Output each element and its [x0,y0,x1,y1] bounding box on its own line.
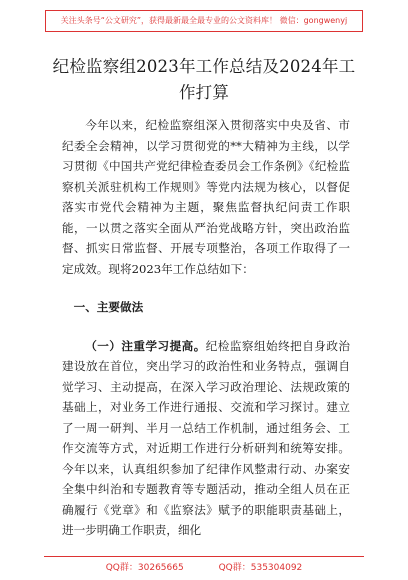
top-banner: 关注头条号“公文研究”，获得最新最全最专业的公文资料库！ 微信：gongwenyj [45,10,363,32]
footer [0,560,408,573]
footer-divider [44,556,364,557]
paragraph-1-lead: （一）注重学习提高。 [85,338,206,353]
section-heading: 一、主要做法 [73,300,144,314]
intro-paragraph: 今年以来，纪检监察组深入贯彻落实中央及省、市纪委全会精神，以学习贯彻党的**大精神为主线，以学习贯彻《中国共产党纪律检查委员会工作条例》《纪检监察机关派驻机构工作规则》等党内法规为核心，以督促落实市党代会精神为主题，聚焦监督执纪问责工作职能，一以贯之落实全面从严治党战略方针，突出政治监督、抓实日常监督、开展专项整治，各项工作取得了一定成效。现将2023年工作总结如下： [62,118,350,276]
footer-qq-group-1: QQ群：30265665 [105,563,184,573]
document-body [62,115,350,541]
document-title: 纪检监察组2023年工作总结及2024年工作打算 [52,57,356,102]
paragraph-1-body: 纪检监察组始终把自身政治建设放在首位，突出学习的政治性和业务特点，强调自觉学习、主动提高，在深入学习政治理论、法规政策的基础上，对业务工作进行通报、交流和学习探讨。建立了一周一研判、半月一总结工作机制，通过组务会、工作交流等方式，对近期工作进行分析研判和统筹安排。今年以来，认真组织参加了纪律作风整肃行动、办案安全集中纠治和专题教育等专题活动，推动全组人员在正确履行《党章》和《监察法》赋予的职能职责基础上，进一步明确工作职责，细化 [62,338,350,537]
paragraph-1 [62,336,350,541]
footer-qq-group-2: QQ群：535304092 [218,563,303,573]
